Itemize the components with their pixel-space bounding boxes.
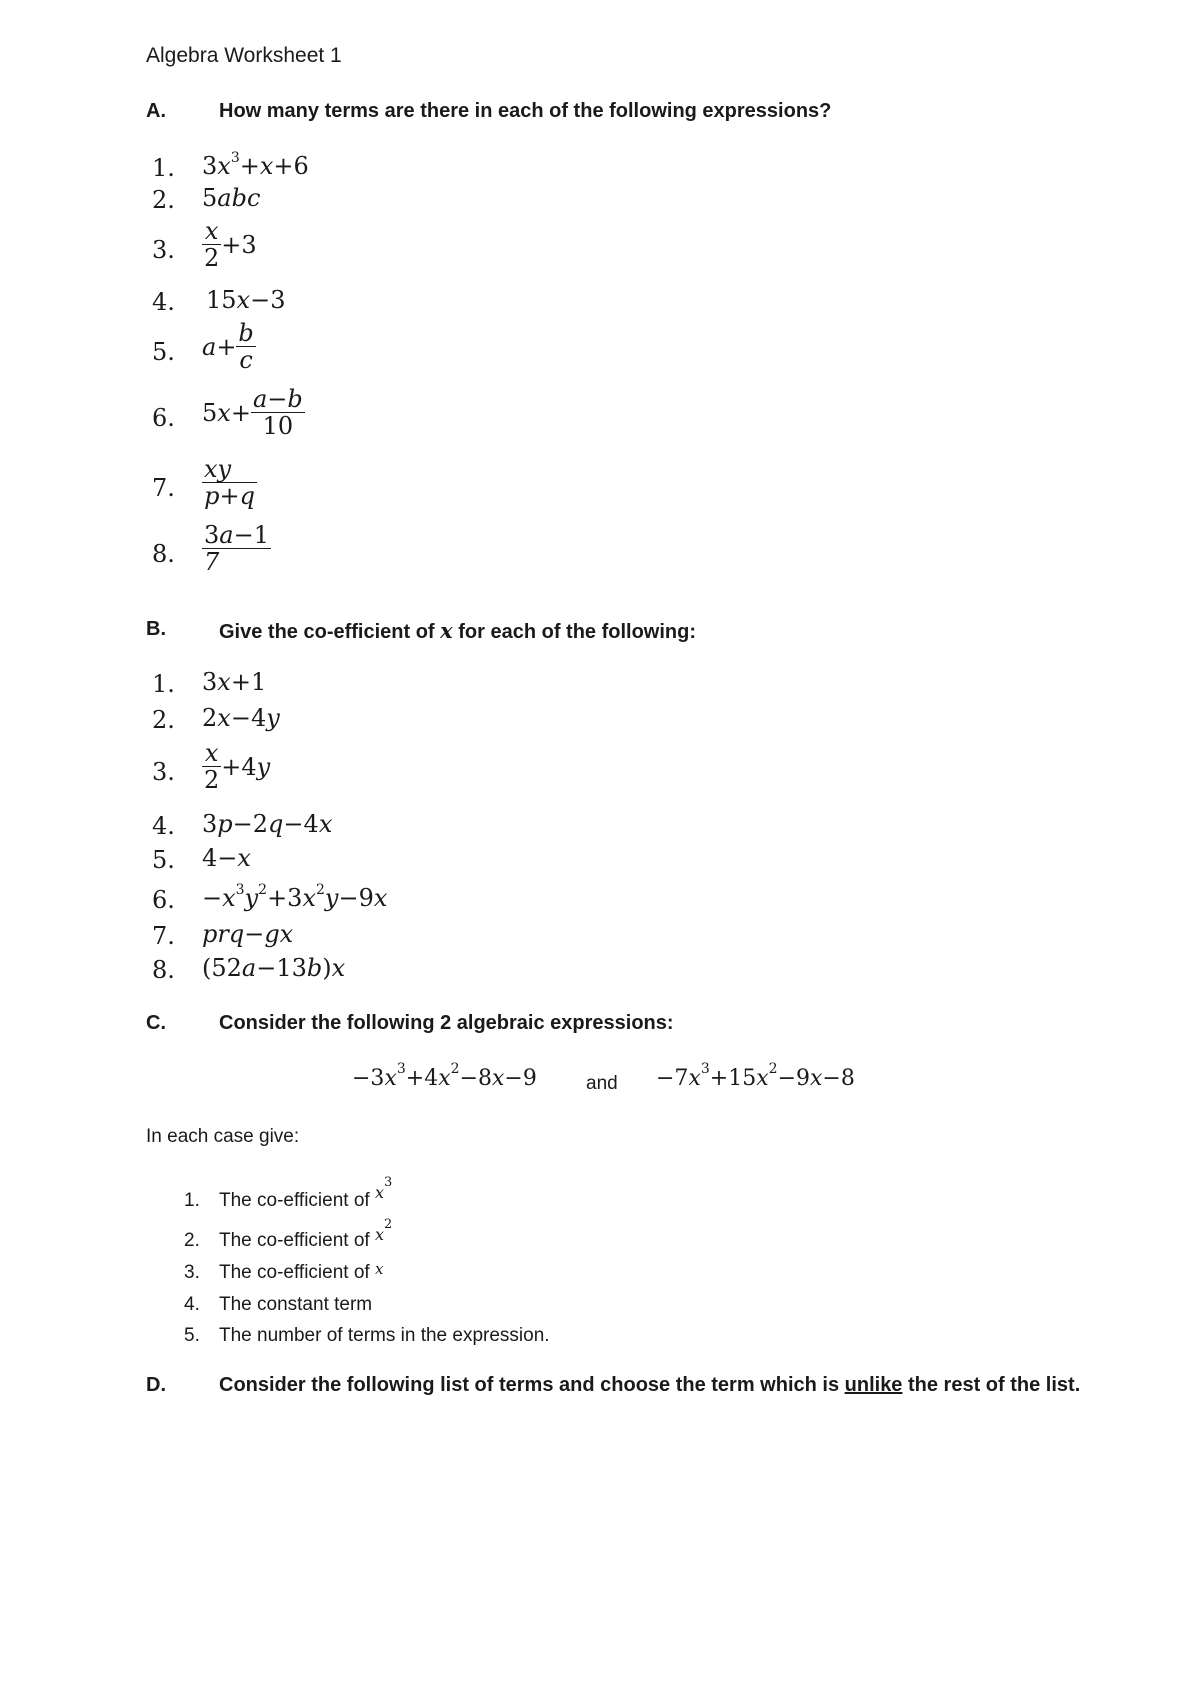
section-a-heading bbox=[146, 100, 1046, 126]
item-label: The co-efficient of bbox=[219, 1190, 370, 1211]
section-c-letter: C. bbox=[146, 1012, 166, 1034]
expression-c1: $-3x^3+4x^2-8x-9$ bbox=[352, 1061, 537, 1091]
section-c-prompt: Consider the following 2 algebraic expressions: bbox=[219, 1012, 674, 1034]
expression-a7: $\frac{xy}{p+q}$ bbox=[202, 458, 257, 511]
page-title: Algebra Worksheet 1 bbox=[146, 44, 342, 67]
section-a-letter: A. bbox=[146, 100, 166, 122]
and-label: and bbox=[586, 1073, 618, 1094]
expression-b1: 3x+1 bbox=[202, 668, 267, 696]
expression-b2: 2x−4y bbox=[202, 704, 280, 732]
list-number: 5. bbox=[152, 338, 175, 366]
list-number: 8. bbox=[152, 956, 175, 984]
list-number: 5. bbox=[184, 1325, 200, 1346]
list-number: 5. bbox=[152, 846, 175, 874]
list-number: 2. bbox=[152, 186, 175, 214]
expression-a4: 15x−3 bbox=[206, 286, 286, 314]
expression-b8: (52a−13b)x bbox=[202, 954, 346, 982]
item-label: The co-efficient of bbox=[219, 1230, 370, 1251]
section-c-heading bbox=[146, 1012, 1046, 1038]
expression-b7: prq−gx bbox=[202, 920, 294, 948]
list-number: 8. bbox=[152, 540, 175, 568]
list-number: 3. bbox=[152, 758, 175, 786]
list-number: 7. bbox=[152, 474, 175, 502]
section-b-variable: x bbox=[440, 618, 453, 643]
item-label: The co-efficient of bbox=[219, 1262, 370, 1283]
instruction-text: In each case give: bbox=[146, 1126, 300, 1147]
expression-a5: a+ $\frac{b}{c}$ bbox=[202, 319, 254, 374]
list-number: 4. bbox=[152, 812, 175, 840]
section-b-prompt-end: for each of the following: bbox=[458, 621, 697, 643]
section-a-prompt: How many terms are there in each of the following expressions? bbox=[219, 100, 832, 122]
expression-b3: $\frac{x}{2}$ +4y bbox=[204, 739, 271, 794]
expression-a3: $\frac{x}{2}$ +3 bbox=[204, 217, 257, 272]
list-number: 1. bbox=[184, 1190, 200, 1211]
list-item-text: The co-efficient of $^{x^2}$ bbox=[219, 1217, 393, 1251]
section-b-heading bbox=[146, 618, 1046, 644]
list-number: 1. bbox=[152, 154, 175, 182]
expression-b6: $-x^3y^2+3x^2y-9x$ bbox=[202, 882, 388, 912]
expression-a2: 5abc bbox=[202, 184, 261, 212]
section-b-letter: B. bbox=[146, 618, 166, 640]
list-number: 3. bbox=[184, 1262, 200, 1283]
list-number: 2. bbox=[152, 706, 175, 734]
list-number: 6. bbox=[152, 886, 175, 914]
list-item-text: The co-efficient of $^{x^3}$ bbox=[219, 1175, 393, 1211]
section-d-heading bbox=[146, 1374, 1146, 1400]
list-number: 1. bbox=[152, 670, 175, 698]
list-number: 3. bbox=[152, 236, 175, 264]
underlined-word: unlike bbox=[844, 1374, 903, 1396]
list-number: 4. bbox=[152, 288, 175, 316]
list-item-text: The number of terms in the expression. bbox=[219, 1325, 550, 1346]
list-number: 6. bbox=[152, 404, 175, 432]
list-number: 2. bbox=[184, 1230, 200, 1251]
list-number: 7. bbox=[152, 922, 175, 950]
section-d-prompt-start: Consider the following list of terms and choose the term which is bbox=[219, 1374, 840, 1396]
expression-a8: $\frac{3a-1}{7}$ bbox=[204, 521, 269, 576]
expression-a1: $3x^3+x+6$ bbox=[202, 150, 309, 180]
expression-b5: 4−x bbox=[202, 844, 251, 872]
expression-b4: 3p−2q−4x bbox=[202, 810, 333, 838]
list-item-text: The constant term bbox=[219, 1294, 373, 1315]
expression-a6: 5x+ $\frac{a-b}{10}$ bbox=[202, 385, 303, 440]
list-item-text: The co-efficient of $^x$ bbox=[219, 1260, 384, 1283]
section-b-prompt-start: Give the co-efficient of bbox=[219, 621, 435, 643]
list-number: 4. bbox=[184, 1294, 200, 1315]
section-d-letter: D. bbox=[146, 1374, 166, 1396]
expression-c2: $-7x^3+15x^2-9x-8$ bbox=[656, 1061, 855, 1091]
section-d-prompt-end: the rest of the list. bbox=[908, 1374, 1081, 1396]
